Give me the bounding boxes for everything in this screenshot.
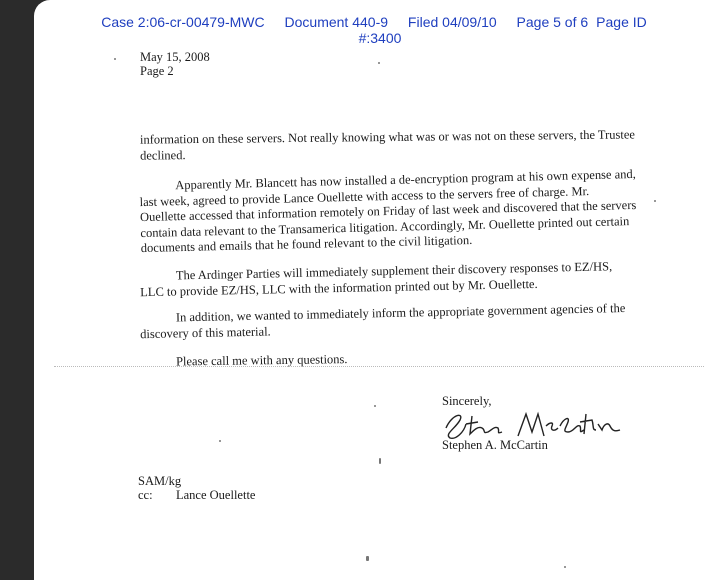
page-count: Page 5 of 6 bbox=[516, 14, 589, 30]
cc-label: cc: bbox=[138, 488, 153, 502]
scan-speck bbox=[366, 556, 369, 561]
handwritten-signature bbox=[442, 408, 632, 442]
letter-date: May 15, 2008 bbox=[140, 50, 210, 64]
paragraph-1: information on these servers. Not really knowing what was or was not on these servers, the Trustee declined. bbox=[139, 127, 636, 163]
court-filing-stamp bbox=[34, 14, 714, 46]
paragraph-4: In addition, we wanted to immediately inform the appropriate government agencies of the discovery of this material. bbox=[140, 301, 626, 341]
scan-speck bbox=[378, 62, 380, 64]
page-id-label: Page ID bbox=[596, 14, 647, 30]
scan-speck bbox=[654, 200, 656, 202]
scan-speck bbox=[379, 458, 381, 464]
case-number: Case 2:06-cr-00479-MWC bbox=[101, 14, 265, 30]
scan-artifact-line bbox=[54, 366, 704, 367]
paragraph-2: Apparently Mr. Blancett has now installed a de-encryption program at his own expense and, last week, agreed to provide Lance Ouellette with access to the servers free of charge. Mr. Ouellette accessed that information remotely on Friday of last week and discovered that the servers contain data relevant to the Transamerica litigation. Accordingly, Mr. Ouellette printed out certain documents and emails that he found relevant to the civil litigation. bbox=[139, 166, 637, 256]
closing-salutation: Sincerely, bbox=[442, 394, 492, 408]
scan-speck bbox=[564, 566, 566, 568]
page-id-number: #:3400 bbox=[358, 30, 402, 46]
scan-speck bbox=[114, 58, 116, 60]
document-page bbox=[34, 0, 714, 580]
letter-page-number: Page 2 bbox=[140, 64, 174, 78]
paragraph-5: Please call me with any questions. bbox=[175, 352, 348, 369]
typist-initials: SAM/kg bbox=[138, 474, 182, 488]
paragraph-3: The Ardinger Parties will immediately supplement their discovery responses to EZ/HS, LLC to provide EZ/HS, LLC with the information printed out by Mr. Ouellette. bbox=[140, 259, 613, 299]
filed-date: Filed 04/09/10 bbox=[407, 14, 497, 30]
scan-speck bbox=[219, 440, 221, 442]
document-number: Document 440-9 bbox=[284, 14, 389, 30]
signer-name: Stephen A. McCartin bbox=[442, 438, 548, 452]
cc-recipient: Lance Ouellette bbox=[176, 488, 256, 502]
scan-speck bbox=[374, 405, 376, 407]
letter-header bbox=[140, 50, 210, 78]
